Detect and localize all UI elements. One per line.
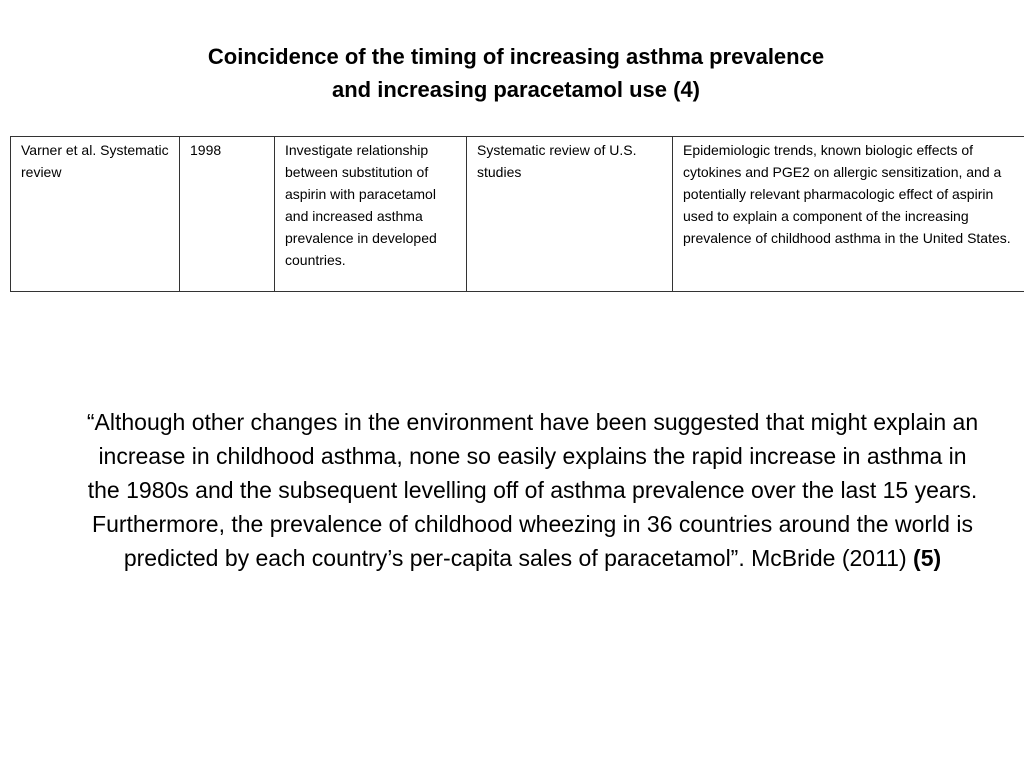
quote-block	[80, 405, 985, 575]
slide-title-line-1: Coincidence of the timing of increasing asthma prevalence	[207, 44, 825, 69]
cell-author: Varner et al. Systematic review	[11, 137, 180, 292]
cell-design: Systematic review of U.S. studies	[467, 137, 673, 292]
slide-title	[100, 40, 932, 106]
cell-findings: Epidemiologic trends, known biologic effects of cytokines and PGE2 on allergic sensitization, and a potentially relevant pharmacologic effect of aspirin used to explain a component of the increasing prevalence of childhood asthma in the United States.	[673, 137, 1024, 292]
slide-title-line-2: and increasing paracetamol use (4)	[331, 77, 701, 102]
quote-text: “Although other changes in the environment have been suggested that might explain an increase in childhood asthma, none so easily explains the rapid increase in asthma in the 1980s and the subsequent levelling off of asthma prevalence over the last 15 years. Furthermore, the prevalence of childhood wheezing in 36 countries around the world is predicted by each country’s per-capita sales of paracetamol”. McBride (2011)	[86, 409, 979, 571]
cell-year: 1998	[180, 137, 275, 292]
cell-aim: Investigate relationship between substitution of aspirin with paracetamol and increased asthma prevalence in developed countries.	[275, 137, 467, 292]
quote-reference: (5)	[913, 545, 942, 571]
study-table	[10, 136, 1024, 292]
table-row	[11, 137, 1024, 292]
